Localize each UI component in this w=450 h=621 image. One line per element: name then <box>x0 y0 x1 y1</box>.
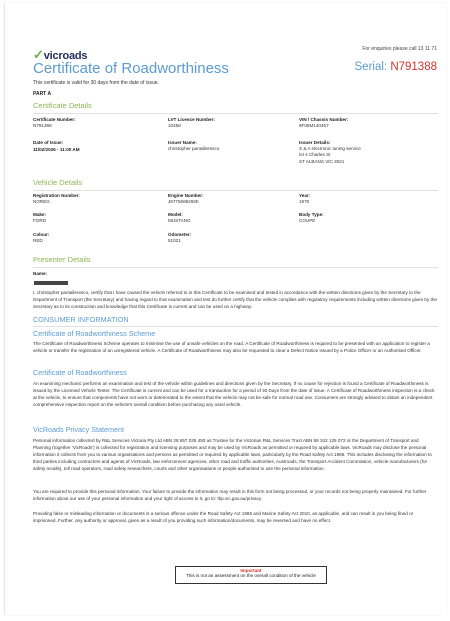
important-text: This is not an assessment on the overall condition of the vehicle <box>186 573 316 578</box>
issuer-details-label: Issuer Details: <box>299 140 331 145</box>
lvt-licence-label: LVT Licence Number: <box>168 117 215 122</box>
scheme-text: The Certificate of Roadworthiness Scheme operates to minimise the use of unsafe vehicles on the road. A Certificate of Roadworthiness is required to be presented with an application to register a vehicle or transfer the registration of an unregistered vehicle. A Certificate of Roadworthiness may also be requested to clear a Defect Notice issued by a Police Officer or an Authorised Officer. <box>33 341 430 353</box>
scheme-heading: Certificate of Roadworthiness Scheme <box>33 329 156 338</box>
certificate-number: N791388 <box>33 123 52 128</box>
odometer-value: 51021 <box>168 238 181 243</box>
part-label: PART A <box>33 91 52 97</box>
divider <box>33 190 438 191</box>
certificate-details-heading: Certificate Details <box>33 101 92 110</box>
privacy-text-2: You are required to provide this personal information. Your failure to provide the information may result in this form not being processed, or your records not being properly maintained. For further information about our use of your personal information and your right of access to it, go to: tbp.vic.gov.au/privacy. <box>33 489 427 501</box>
vin-label: VIN / Chassis Number: <box>299 117 349 122</box>
privacy-heading: VicRoads Privacy Statement <box>33 425 124 434</box>
consumer-information-heading: CONSUMER INFORMATION <box>33 315 129 324</box>
odometer-label: Odometer: <box>168 232 192 237</box>
cert-roadworthiness-text: An examining mechanic performs an examination and test of the vehicle within guidelines and directions given by the Secretary. If no cause for rejection is found a Certificate of Roadworthiness is issued by the Licensed Vehicle Tester. The Certificate is current and can be used for a transaction for a period of 30 Days from the date of issue. A Certificate of Roadworthiness inspection is a check at the vehicle, to ensure that components have not worn or deteriorated to the extent that the vehicle may not be safe for normal road use. Consumers are strongly advised to obtain an independent comprehensive inspection report on the vehicle's overall condition before purchasing any used vehicle. <box>33 381 435 407</box>
divider <box>33 113 438 114</box>
date-of-issue-label: Date of Issue: <box>33 140 64 145</box>
make-label: Make: <box>33 212 47 217</box>
serial-number: N791388 <box>390 61 437 73</box>
validity-text: This certificate is valid for 30 days from the date of issue. <box>33 80 159 86</box>
certificate-number-label: Certificate Number: <box>33 117 76 122</box>
certification-statement: I, christopher pantalleresco, certify that I have caused the vehicle referred to in this Certificate to be examined and tested in accordance with the written directions given by the Secretary to the Department of Transport (the Secretary) and having regard to that examination and test do further certify that the vehicle complies with regulatory requirements including written directions given by the Secretary as to its construction and knowledge that this Certificate is current and can be used on a highway. <box>33 290 437 309</box>
colour-value: RED <box>33 238 43 243</box>
certificate-page <box>4 3 447 615</box>
issuer-details-line: ST ALBANS VIC 3021 <box>299 158 345 164</box>
vicroads-check-icon: ✓ <box>33 47 44 62</box>
lvt-licence-number: 10458 <box>168 123 181 128</box>
redacted-name <box>34 281 68 285</box>
vin-value: 9F05M140457 <box>299 123 329 128</box>
body-type-value: COUPE <box>299 218 316 223</box>
registration-value: NOREG <box>33 199 50 204</box>
body-type-label: Body Type: <box>299 212 324 217</box>
presenter-details-heading: Presenter Details <box>33 255 91 264</box>
make-value: FORD <box>33 218 47 223</box>
date-of-issue: 11/02/2026 - 11:00 AM <box>33 147 80 152</box>
page-title: Certificate of Roadworthiness <box>33 60 229 77</box>
vehicle-details-heading: Vehicle Details <box>33 178 83 187</box>
issuer-name: christopher pantalleresco <box>168 146 220 151</box>
important-notice <box>175 566 327 584</box>
year-value: 1970 <box>299 199 310 204</box>
issuer-details <box>299 146 361 165</box>
cert-roadworthiness-heading: Certificate of Roadworthiness <box>33 368 127 377</box>
privacy-text-1: Personal information collected by R&L Services Victoria Pty Ltd ABN 28 657 035 493 as Trustee for the Victorian R&L Services Trust ABN 58 342 125 072 or the Department of Transport and Planning (together 'VicRoads') is collected for registration and licensing purposes and may be used by VicRoads as permitted or required by applicable laws. VicRoads may disclose the personal information it collects from you to various organisations and persons as permitted or required by applicable laws, particularly by the Road Safety Act 1986. This includes disclosing the information to third parties including contractors and agents of VicRoads, law enforcement agencies, other road and traffic authorities, Austroads, the Transport Accident Commission, vehicle manufacturers (for safety recalls), toll road operators, road safety researchers, courts and other organisations or people authorised to use the personal information. <box>33 438 432 471</box>
serial-label: Serial: <box>354 61 388 73</box>
model-label: Model: <box>168 212 183 217</box>
presenter-name-label: Name: <box>33 271 48 276</box>
divider <box>33 326 438 327</box>
serial <box>355 61 438 73</box>
important-label: Important <box>240 568 262 573</box>
year-label: Year: <box>299 193 311 198</box>
divider <box>33 267 438 268</box>
engine-number: J6775689293K <box>168 199 199 204</box>
issuer-details-line: S & A electronic tuning service <box>299 146 361 151</box>
colour-label: Colour: <box>33 232 50 237</box>
issuer-details-line: lot 4 Charles St <box>299 152 331 158</box>
enquiries-text: For enquiries please call 13 11 71 <box>362 46 437 52</box>
privacy-text-3: Providing false or misleading information or documents is a serious offence under the Road Safety Act 1986 and Marine Safety Act 2010, as applicable, and can result in you being fined or imprisoned. Further, any authority or approval, given as a result of you providing such information/documents, may be reversed and have no effect. <box>33 511 414 523</box>
model-value: MUSTANG <box>168 218 191 223</box>
issuer-name-label: Issuer Name: <box>168 140 197 145</box>
logo-text: vicroads <box>43 50 88 62</box>
registration-label: Registration Number: <box>33 193 80 198</box>
engine-number-label: Engine Number: <box>168 193 204 198</box>
